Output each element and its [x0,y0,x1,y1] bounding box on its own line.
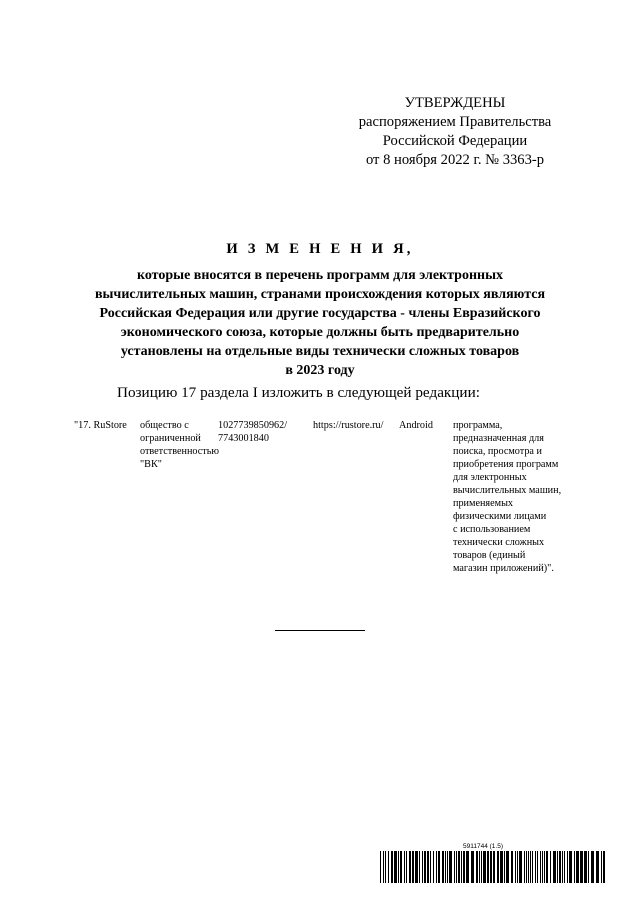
cell-text: для электронных [453,472,527,483]
cell-text: магазин приложений)". [453,563,554,574]
document-code: 5911744 (1.5) [463,843,503,850]
cell-platform [399,419,433,432]
approval-line: Российской Федерации [382,133,528,149]
subtitle-line: экономического союза, которые должны быть предварительно [120,325,520,340]
cell-text: общество с [140,420,189,431]
cell-description [453,419,561,575]
cell-text: физическими лицами [453,511,547,522]
cell-url [313,419,383,432]
cell-text: поиска, просмотра и [453,446,542,457]
cell-text: применяемых [453,498,514,509]
cell-text: https://rustore.ru/ [313,420,384,431]
document-title: И З М Е Н Е Н И Я, [226,241,414,257]
cell-text: программа, [453,420,503,431]
cell-text: технически сложных [453,537,545,548]
approval-date: от 8 ноября 2022 г. № 3363-р [365,152,545,168]
cell-text: "ВК" [140,459,162,470]
cell-ids [218,419,287,445]
cell-text: вычислительных машин, [453,485,562,496]
approval-line: распоряжением Правительства [358,114,552,130]
cell-text: товаров (единый [453,550,526,561]
cell-text: 1027739850962/ [218,420,288,431]
cell-text: приобретения программ [453,459,559,470]
subtitle-line: в 2023 году [285,363,355,378]
subtitle-line: установлены на отдельные виды технически сложных товаров [120,344,520,359]
section-divider [275,630,365,631]
approval-stamp [330,94,580,170]
barcode-icon [380,851,607,883]
document-subtitle [60,266,580,380]
cell-text: ограниченной [140,433,201,444]
cell-text: предназначенная для [453,433,544,444]
subtitle-line: Российская Федерация или другие государства - члены Евразийского [99,306,541,321]
cell-text: 7743001840 [218,433,269,444]
cell-text: ответственностью [140,446,219,457]
subtitle-line: вычислительных машин, странами происхождения которых являются [94,287,546,302]
cell-owner [140,419,219,471]
cell-text: с использованием [453,524,531,535]
cell-text: Android [399,420,433,431]
intro-paragraph: Позицию 17 раздела I изложить в следующей редакции: [117,384,480,401]
subtitle-line: которые вносятся в перечень программ для электронных [136,268,504,283]
approval-title: УТВЕРЖДЕНЫ [404,95,506,111]
cell-text: "17. RuStore [74,420,127,431]
cell-number-name [74,419,127,432]
